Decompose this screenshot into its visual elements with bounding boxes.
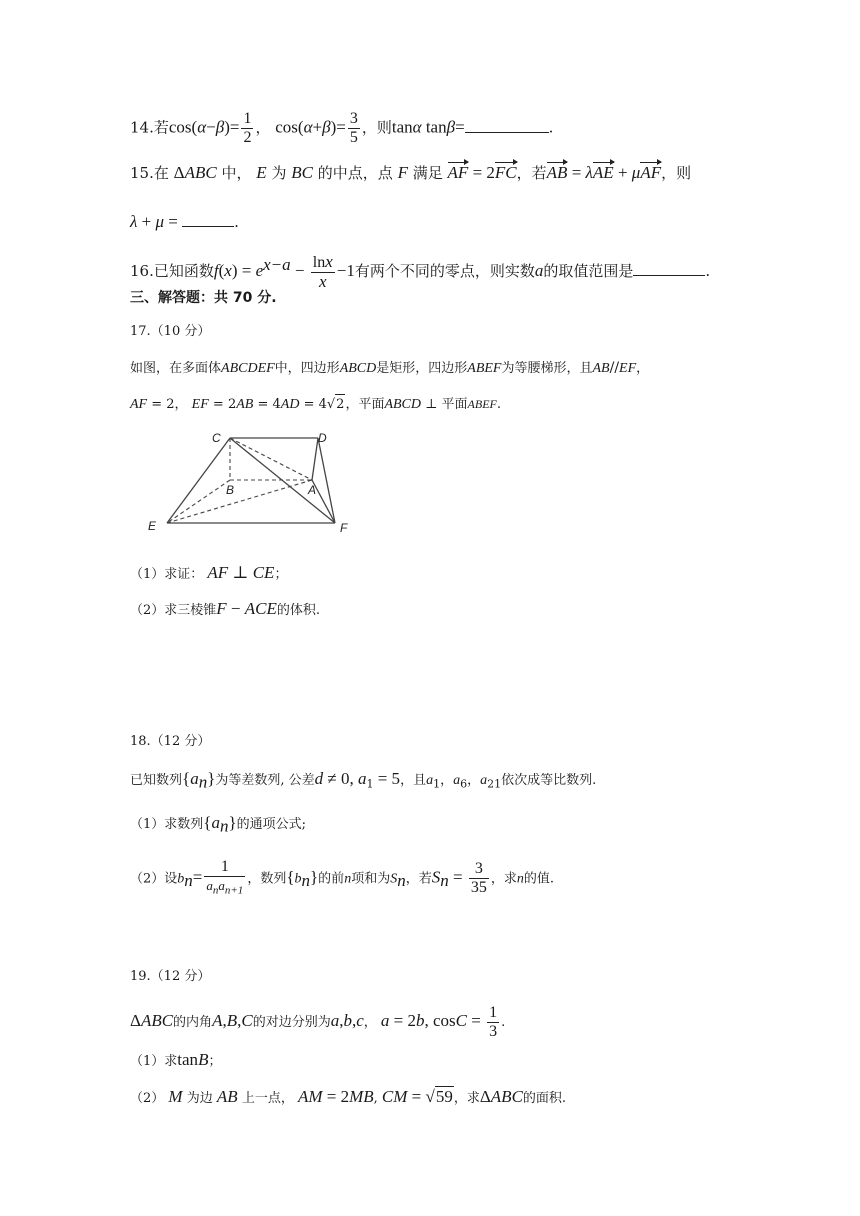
question-19-sub2: （2） M 为边 AB 上一点， AM = 2MB, CM = √59，求ΔABC的面积. — [130, 1087, 567, 1106]
question-17-p2: AF = 2， EF = 2AB = 4AD = 4√2，平面ABCD ⊥ 平面ABEF. — [130, 394, 501, 415]
fraction: $\frac{\ln x}{x}$ — [312, 252, 333, 291]
fraction: $\frac{3}{35}$ — [470, 860, 487, 897]
vertex-label-c: C — [212, 431, 221, 445]
question-17-p1: 如图，在多面体ABCDEF中，四边形ABCD是矩形，四边形ABEF为等腰梯形，且AB//EF， — [130, 360, 650, 376]
question-15-cont: λ + μ = . — [130, 212, 239, 231]
section-title: 三、解答题：共 70 分. — [130, 290, 277, 306]
question-18-sub2: （2）设$b_n=$ $\frac{1}{a_na_{n+1}}$ ，数列$\{b_n\}$的前n项和为$S_n$，若$S_n$ = $\frac{3}{35}$ ，求n的值. — [130, 858, 554, 900]
vertex-label-f: F — [340, 521, 348, 535]
answer-blank[interactable] — [465, 116, 549, 133]
question-15: 15.在 ΔABC 中， E 为 BC 的中点，点 F 满足 AF = 2FC，若AB = λAE + μAF，则 — [130, 163, 692, 182]
question-17-sub1: （1）求证： AF ⊥ CE； — [130, 563, 288, 582]
question-18-sub1: （1）求数列$\{a_n\}$的通项公式; — [130, 813, 307, 836]
polyhedron-figure — [140, 428, 360, 544]
vertex-label-a: A — [308, 483, 317, 497]
answer-blank[interactable] — [633, 259, 705, 276]
fraction: $\frac{3}{5}$ — [349, 110, 358, 146]
vertex-label-e: E — [148, 519, 157, 533]
question-14: 14.若cos(α−β)= $\frac{1}{2}$ ， cos(α+β)= $\frac{3}{5}$ ，则tanα tanβ= . — [130, 110, 554, 146]
question-17-header: 17.（10 分） — [130, 324, 211, 339]
vertex-label-b: B — [226, 483, 235, 497]
answer-blank[interactable] — [182, 210, 234, 227]
question-18-p1: 已知数列$\{a_n\}$为等差数列, 公差d ≠ 0, $a_1 = 5$，且$a_1$，$a_6$，$a_{21}$依次成等比数列. — [130, 769, 597, 792]
question-18-header: 18.（12 分） — [130, 734, 211, 749]
vertex-label-d: D — [318, 431, 327, 445]
question-19-p1: ΔABC的内角A,B,C的对边分别为a,b,c， a = 2b, cosC = $\frac{1}{3}$ . — [130, 1004, 506, 1040]
question-19-sub1: （1）求tanB； — [130, 1050, 222, 1069]
question-19-header: 19.（12 分） — [130, 969, 211, 984]
question-16: 16.已知函数$f(x) = e^{x-a}$ − $\frac{\ln x}{x}$ −1有两个不同的零点，则实数a的取值范围是 . — [130, 252, 711, 291]
fraction: $\frac{1}{2}$ — [243, 110, 252, 146]
fraction: $\frac{1}{3}$ — [489, 1004, 498, 1040]
question-17-sub2: （2）求三棱锥F − ACE的体积. — [130, 599, 321, 618]
fraction: $\frac{1}{a_na_{n+1}}$ — [204, 858, 245, 900]
